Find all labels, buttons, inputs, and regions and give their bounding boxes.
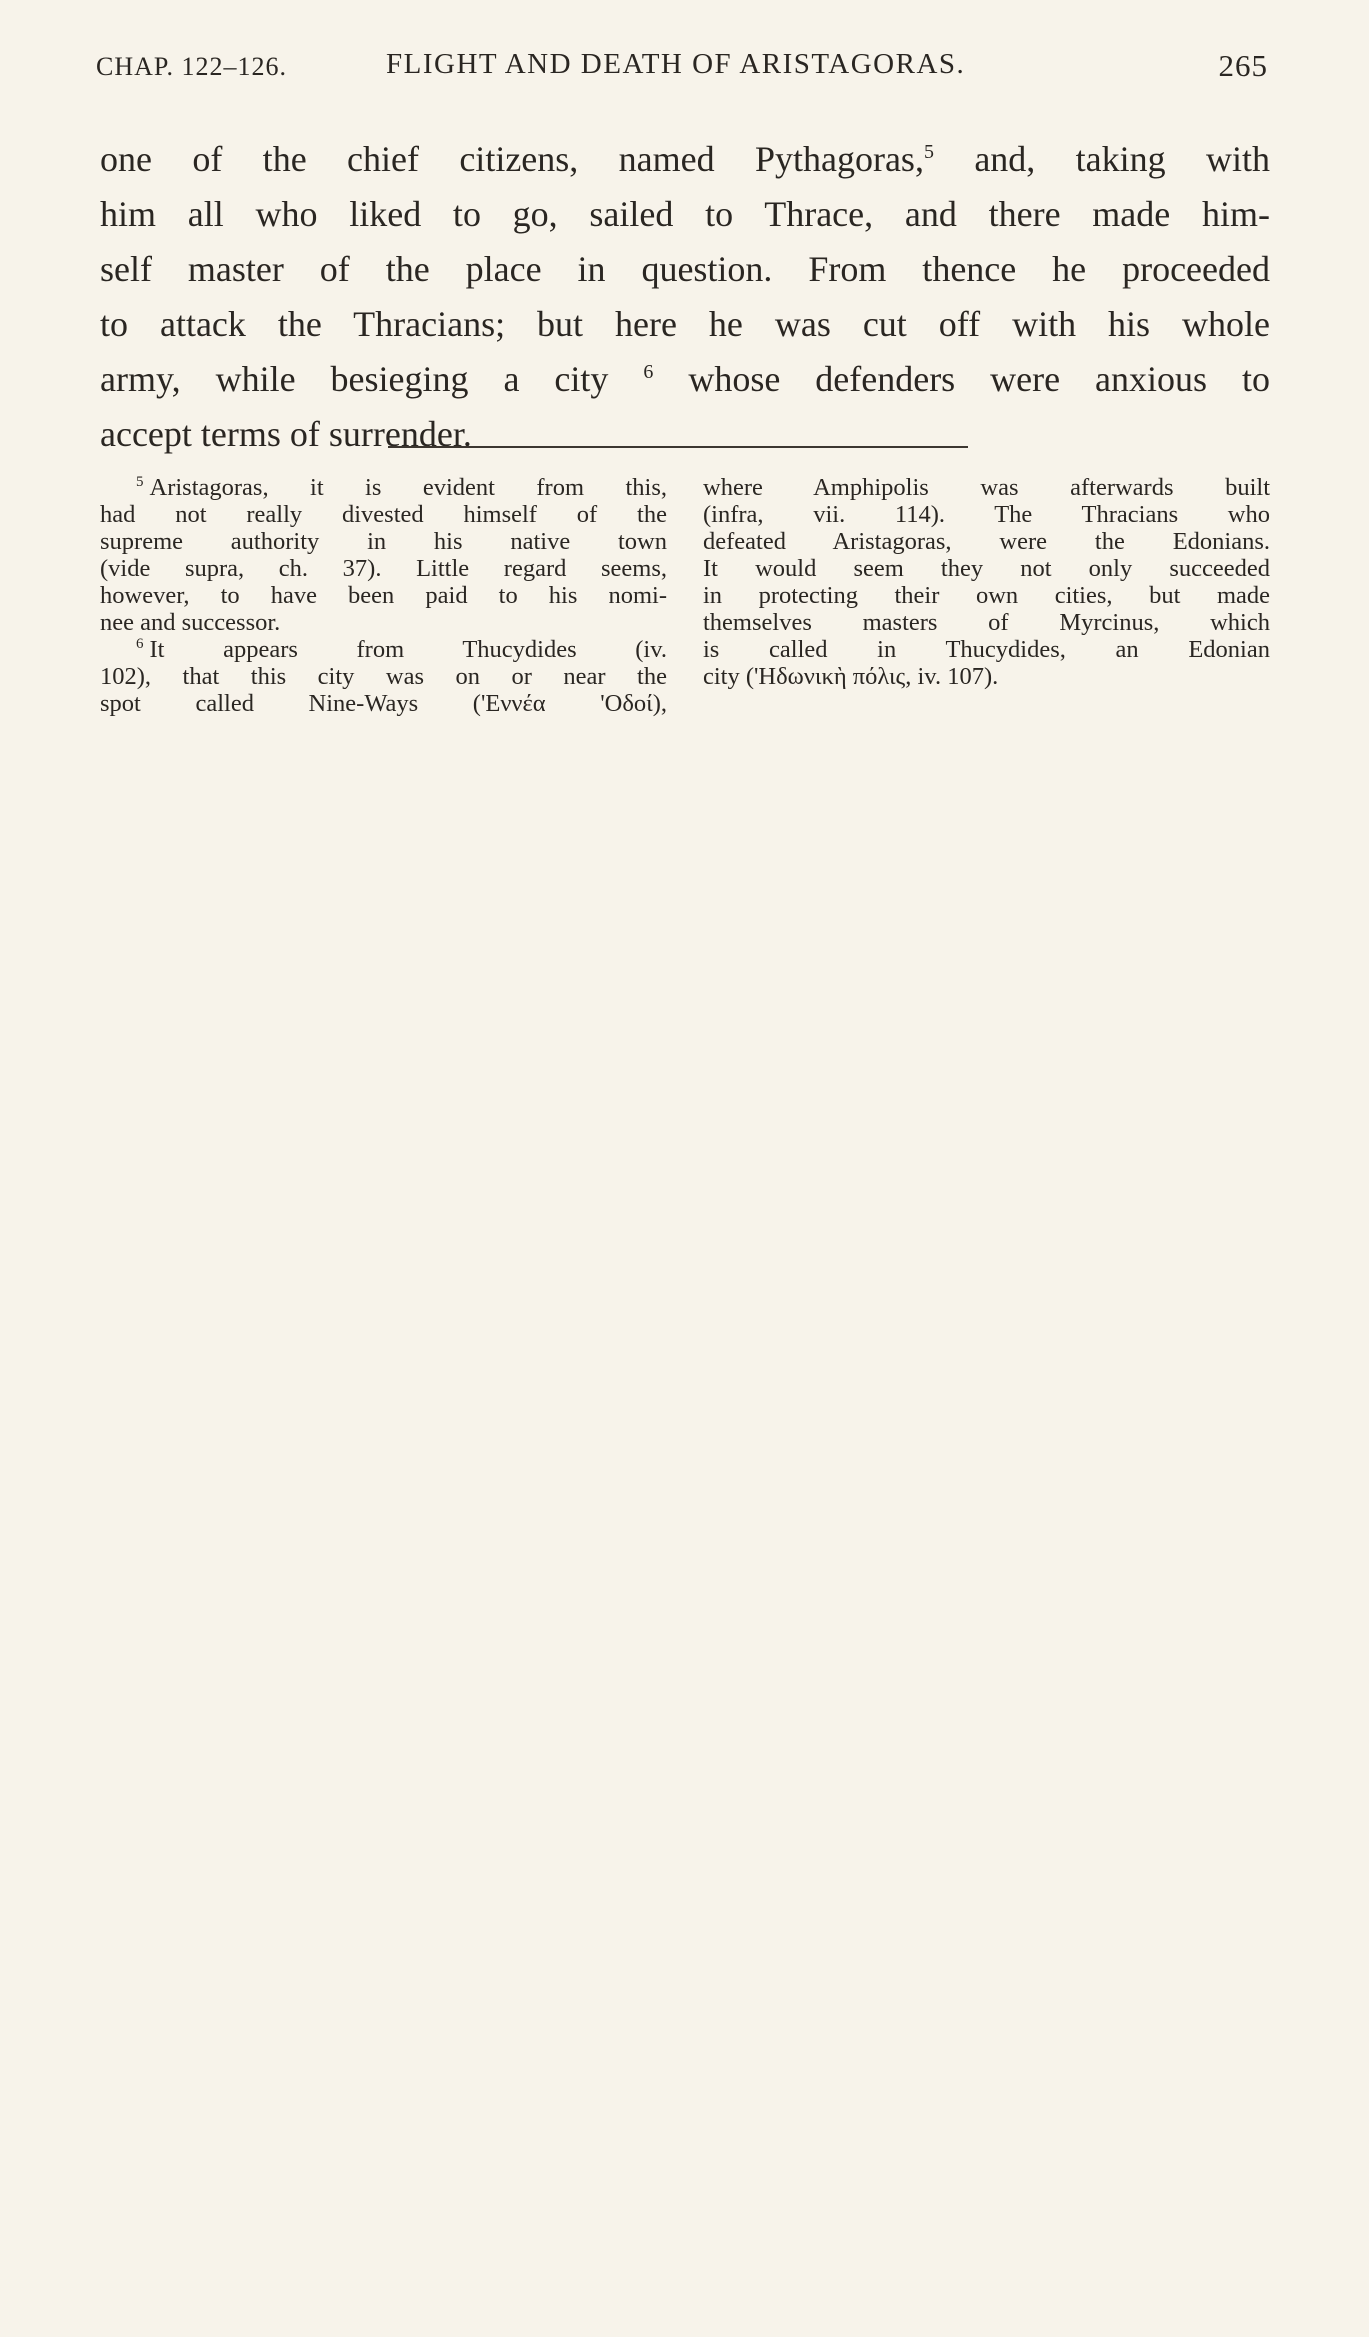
footnote-line: city ('Ηδωνικὴ πόλις, iv. 107). [703,663,999,690]
footnote-line: $^6$ It appears from Thucydides (iv. [136,635,667,663]
footnote-line: had not really divested himself of the [100,501,667,528]
footnote-line: nee and successor. [100,609,281,636]
footnote-line: $^5$ Aristagoras, it is evident from this, [136,473,667,501]
chapter-reference: CHAP. 122–126. [96,52,287,81]
footnote-line: defeated Aristagoras, were the Edonians. [703,528,1270,555]
footnote-number: 6 [136,635,144,652]
chapter-title: FLIGHT AND DEATH OF ARISTAGORAS. [386,48,966,80]
footnote-line: supreme authority in his native town [100,528,667,555]
footnote-line: in protecting their own cities, but made [703,582,1270,609]
footnote-number: 5 [136,473,144,490]
footnote-divider [388,446,968,448]
footnote-line: where Amphipolis was afterwards built [703,474,1270,501]
page-number: 265 [1218,48,1268,83]
footnote-line: spot called Nine-Ways ('Εννέα 'Οδοί), [100,690,667,717]
footnotes-left-column [100,474,667,717]
footnotes-right-column [703,474,1270,690]
footnote-line: is called in Thucydides, an Edonian [703,636,1270,663]
text-line: him all who liked to go, sailed to Thrace, and there made him- [100,194,1270,234]
footnote-line: It would seem they not only succeeded [703,555,1270,582]
running-head [96,48,1268,92]
footnote-marker: 6 [643,361,654,383]
text-line: army, while besieging a city $^6$ whose defenders were anxious to [100,359,1271,399]
footnote-line: 102), that this city was on or near the [100,663,667,690]
footnote-line: (infra, vii. 114). The Thracians who [703,501,1270,528]
text-line: accept terms of surrender. [100,414,472,454]
footnote-line: themselves masters of Myrcinus, which [703,609,1270,636]
text-line: one of the chief citizens, named Pythagoras,$^5$ and, taking with [100,139,1270,179]
footnote-line: (vide supra, ch. 37). Little regard seems, [100,555,667,582]
text-line: self master of the place in question. From thence he proceeded [100,249,1270,289]
text-line: to attack the Thracians; but here he was cut off with his whole [100,304,1270,344]
main-text [100,132,1270,462]
footnote-line: however, to have been paid to his nomi- [100,582,667,609]
footnote-marker: 5 [923,141,934,163]
